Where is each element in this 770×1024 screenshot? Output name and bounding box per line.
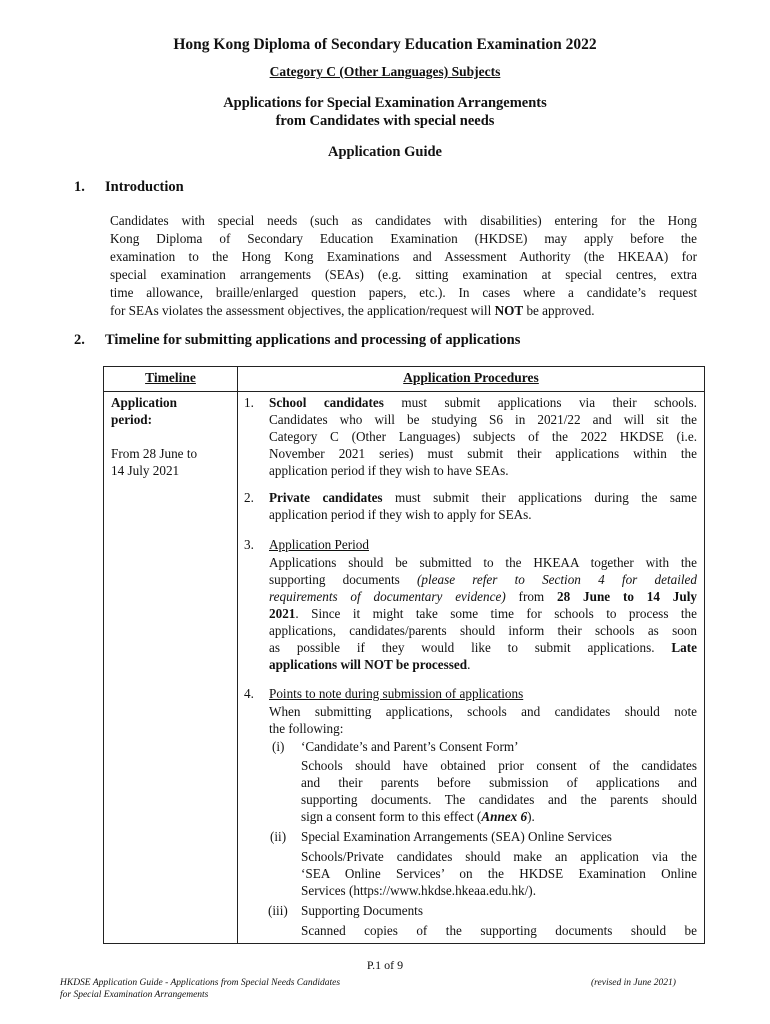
- subitem-i-line: supporting documents. The candidates and the parents should: [301, 792, 697, 807]
- page-number: P.1 of 9: [366, 958, 404, 972]
- item-1-line: Category C (Other Languages) subjects of the 2022 HKDSE (i.e.: [269, 429, 697, 444]
- item-1-line: School candidates must submit applications via their schools.: [269, 395, 697, 410]
- subitem-ii-line: ‘SEA Online Services’ on the HKDSE Examination Online: [301, 866, 697, 881]
- item-2-line: application period if they wish to apply for SEAs.: [269, 507, 532, 522]
- item-3-line: requirements of documentary evidence) from 28 June to 14 July: [269, 589, 697, 604]
- intro-line: special examination arrangements (SEAs) (e.g. sitting examination at special centres, extra: [110, 267, 697, 282]
- applications-heading-line2: from Candidates with special needs: [275, 113, 495, 129]
- item-3-line: applications, candidates/parents should inform their schools as soon: [269, 623, 697, 638]
- item-3-line: applications will NOT be processed.: [269, 657, 471, 672]
- item-3-line: as possible if they would like to submit applications. Late: [269, 640, 697, 655]
- section-1-number: 1.: [74, 179, 85, 195]
- item-1-line: application period if they wish to have SEAs.: [269, 463, 509, 478]
- subitem-ii-title: Special Examination Arrangements (SEA) Online Services: [301, 829, 612, 844]
- application-period-label: Application period:: [111, 395, 177, 427]
- subitem-i-title: ‘Candidate’s and Parent’s Consent Form’: [301, 739, 519, 754]
- subitem-ii-line: Schools/Private candidates should make an application via the: [301, 849, 697, 864]
- category-subtitle: Category C (Other Languages) Subjects: [269, 64, 501, 79]
- item-4-line: the following:: [269, 721, 344, 736]
- item-3-line: Applications should be submitted to the HKEAA together with the: [269, 555, 697, 570]
- item-2-line: Private candidates must submit their applications during the same: [269, 490, 697, 505]
- application-guide-heading: Application Guide: [327, 144, 442, 160]
- item-1-number: 1.: [244, 395, 254, 410]
- procedures-column-header: Application Procedures: [403, 370, 539, 385]
- item-1-line: Candidates who will be studying S6 in 2021/22 and will sit the: [269, 412, 697, 427]
- item-1-line: November 2021 series) must submit their applications within the: [269, 446, 697, 461]
- subitem-i-line: Schools should have obtained prior consent of the candidates: [301, 758, 697, 773]
- intro-line: Kong Diploma of Secondary Education Examination (HKDSE) may apply before the: [110, 231, 697, 246]
- subitem-i-line: and their parents before submission of applications and: [301, 775, 697, 790]
- subitem-iii-line: Scanned copies of the supporting documents should be: [301, 923, 697, 938]
- section-2-number: 2.: [74, 332, 85, 348]
- item-4-number: 4.: [244, 686, 254, 701]
- subitem-i-line: sign a consent form to this effect (Annex 6).: [301, 809, 535, 824]
- timeline-column-header: Timeline: [145, 370, 196, 385]
- item-3-number: 3.: [244, 537, 254, 552]
- intro-line: Candidates with special needs (such as candidates with disabilities) entering for the Hong: [110, 213, 697, 228]
- item-3-line: 2021. Since it might take some time for schools to process the: [269, 606, 697, 621]
- item-3-line: supporting documents (please refer to Section 4 for detailed: [269, 572, 697, 587]
- intro-line: examination to the Hong Kong Examinations and Assessment Authority (the HKEAA) for: [110, 249, 697, 264]
- subitem-ii-number: (ii): [270, 829, 287, 844]
- applications-heading-line1: Applications for Special Examination Arrangements: [223, 95, 547, 111]
- item-2-number: 2.: [244, 490, 254, 505]
- subitem-i-number: (i): [272, 739, 285, 754]
- item-4-heading: Points to note during submission of applications: [269, 686, 524, 701]
- section-2-title: Timeline for submitting applications and processing of applications: [105, 332, 521, 348]
- item-3-heading: Application Period: [269, 537, 369, 552]
- footer-left-line2: for Special Examination Arrangements: [60, 990, 209, 1000]
- subitem-iii-number: (iii): [268, 903, 288, 918]
- intro-last-line: for SEAs violates the assessment objectives, the application/request will NOT be approved.: [110, 303, 595, 318]
- table-header-divider: [104, 391, 704, 392]
- footer-left-line1: HKDSE Application Guide - Applications from Special Needs Candidates: [60, 978, 341, 988]
- subitem-ii-line: Services (https://www.hkdse.hkeaa.edu.hk/).: [301, 883, 536, 898]
- table-column-divider: [237, 367, 238, 943]
- section-1-title: Introduction: [105, 179, 184, 195]
- document-title: Hong Kong Diploma of Secondary Education Examination 2022: [173, 36, 597, 53]
- item-4-line: When submitting applications, schools and candidates should note: [269, 704, 697, 719]
- intro-line: time allowance, braille/enlarged question papers, etc.). In cases where a candidate’s request: [110, 285, 697, 300]
- application-period-dates: From 28 June to 14 July 2021: [111, 446, 198, 478]
- footer-revised: (revised in June 2021): [591, 978, 676, 988]
- subitem-iii-title: Supporting Documents: [301, 903, 423, 918]
- timeline-table: [103, 366, 705, 944]
